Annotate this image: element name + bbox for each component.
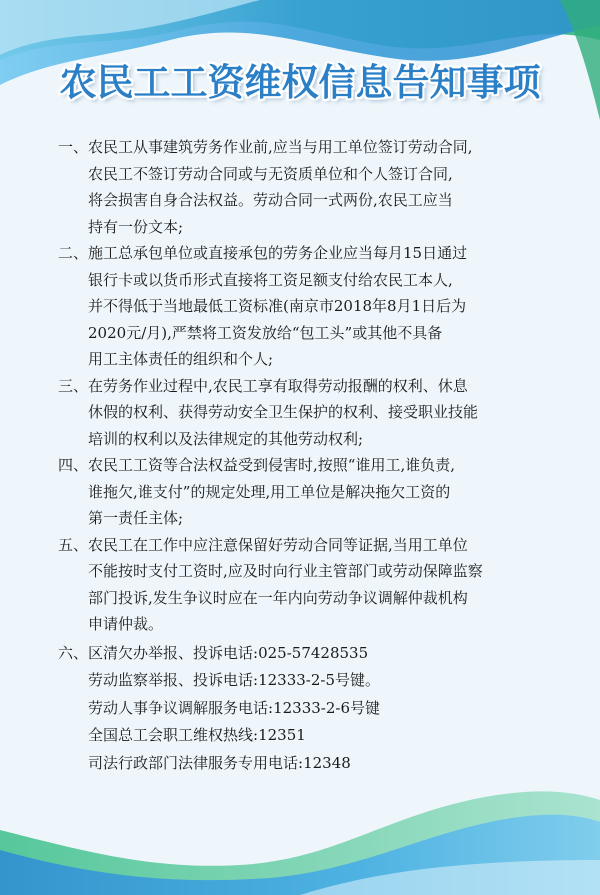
contact-line-clearing-office: 区清欠办举报、投诉电话:025-57428535 [88,643,369,662]
item-line: 农民工在工作中应注意保留好劳动合同等证据,当用工单位 [88,535,468,554]
notice-item-1 [58,134,558,240]
item-line: 培训的权利以及法律规定的其他劳动权利; [88,429,364,448]
item-number: 三、 [58,376,89,395]
notice-item-2 [58,240,558,373]
item-line: 并不得低于当地最低工资标准(南京市2018年8月1日后为 [88,297,467,315]
item-line: 2020元/月),严禁将工资发放给“包工头”或其他不具备 [88,323,443,342]
item-line: 休假的权利、获得劳动安全卫生保护的权利、接受职业技能 [88,403,479,421]
item-line: 谁拖欠,谁支付”的规定处理,用工单位是解决拖欠工资的 [88,482,451,501]
notice-content [58,134,558,777]
item-line: 持有一份文本; [88,217,184,236]
contact-line-dispute-mediation: 劳动人事争议调解服务电话:12333-2-6号键 [88,698,381,717]
item-line: 农民工工资等合法权益受到侵害时,按照“谁用工,谁负责, [88,456,455,474]
item-number: 一、 [58,138,89,156]
contact-line-legal-service: 司法行政部门法律服务专用电话:12348 [88,753,351,772]
item-number: 六、 [58,643,89,662]
item-line: 农民工从事建筑劳务作业前,应当与用工单位签订劳动合同, [88,138,473,156]
item-line: 部门投诉,发生争议时应在一年内向劳动争议调解仲裁机构 [88,588,468,607]
notice-item-5 [58,532,558,638]
item-number: 二、 [58,244,89,262]
item-line: 第一责任主体; [88,509,184,527]
item-line: 银行卡或以货币形式直接将工资足额支付给农民工本人, [88,270,453,289]
notice-item-6-contacts [58,640,558,778]
item-line: 施工总承包单位或直接承包的劳务企业应当每月15日通过 [88,244,468,262]
item-number: 四、 [58,456,89,474]
item-number: 五、 [58,535,89,554]
contact-line-union-hotline: 全国总工会职工维权热线:12351 [88,726,306,744]
notice-item-3 [58,373,558,453]
item-line: 在劳务作业过程中,农民工享有取得劳动报酬的权利、休息 [88,376,468,395]
item-line: 将会损害自身合法权益。劳动合同一式两份,农民工应当 [88,191,453,209]
notice-item-4 [58,452,558,532]
page-title: 农民工工资维权信息告知事项 [59,61,541,104]
item-line: 不能按时支付工资时,应及时向行业主管部门或劳动保障监察 [88,562,483,580]
item-line: 农民工不签订劳动合同或与无资质单位和个人签订合同, [88,164,453,183]
contact-line-labor-inspection: 劳动监察举报、投诉电话:12333-2-5号键。 [88,671,381,689]
item-line: 用工主体责任的组织和个人; [88,350,274,368]
item-line: 申请仲裁。 [88,615,164,633]
